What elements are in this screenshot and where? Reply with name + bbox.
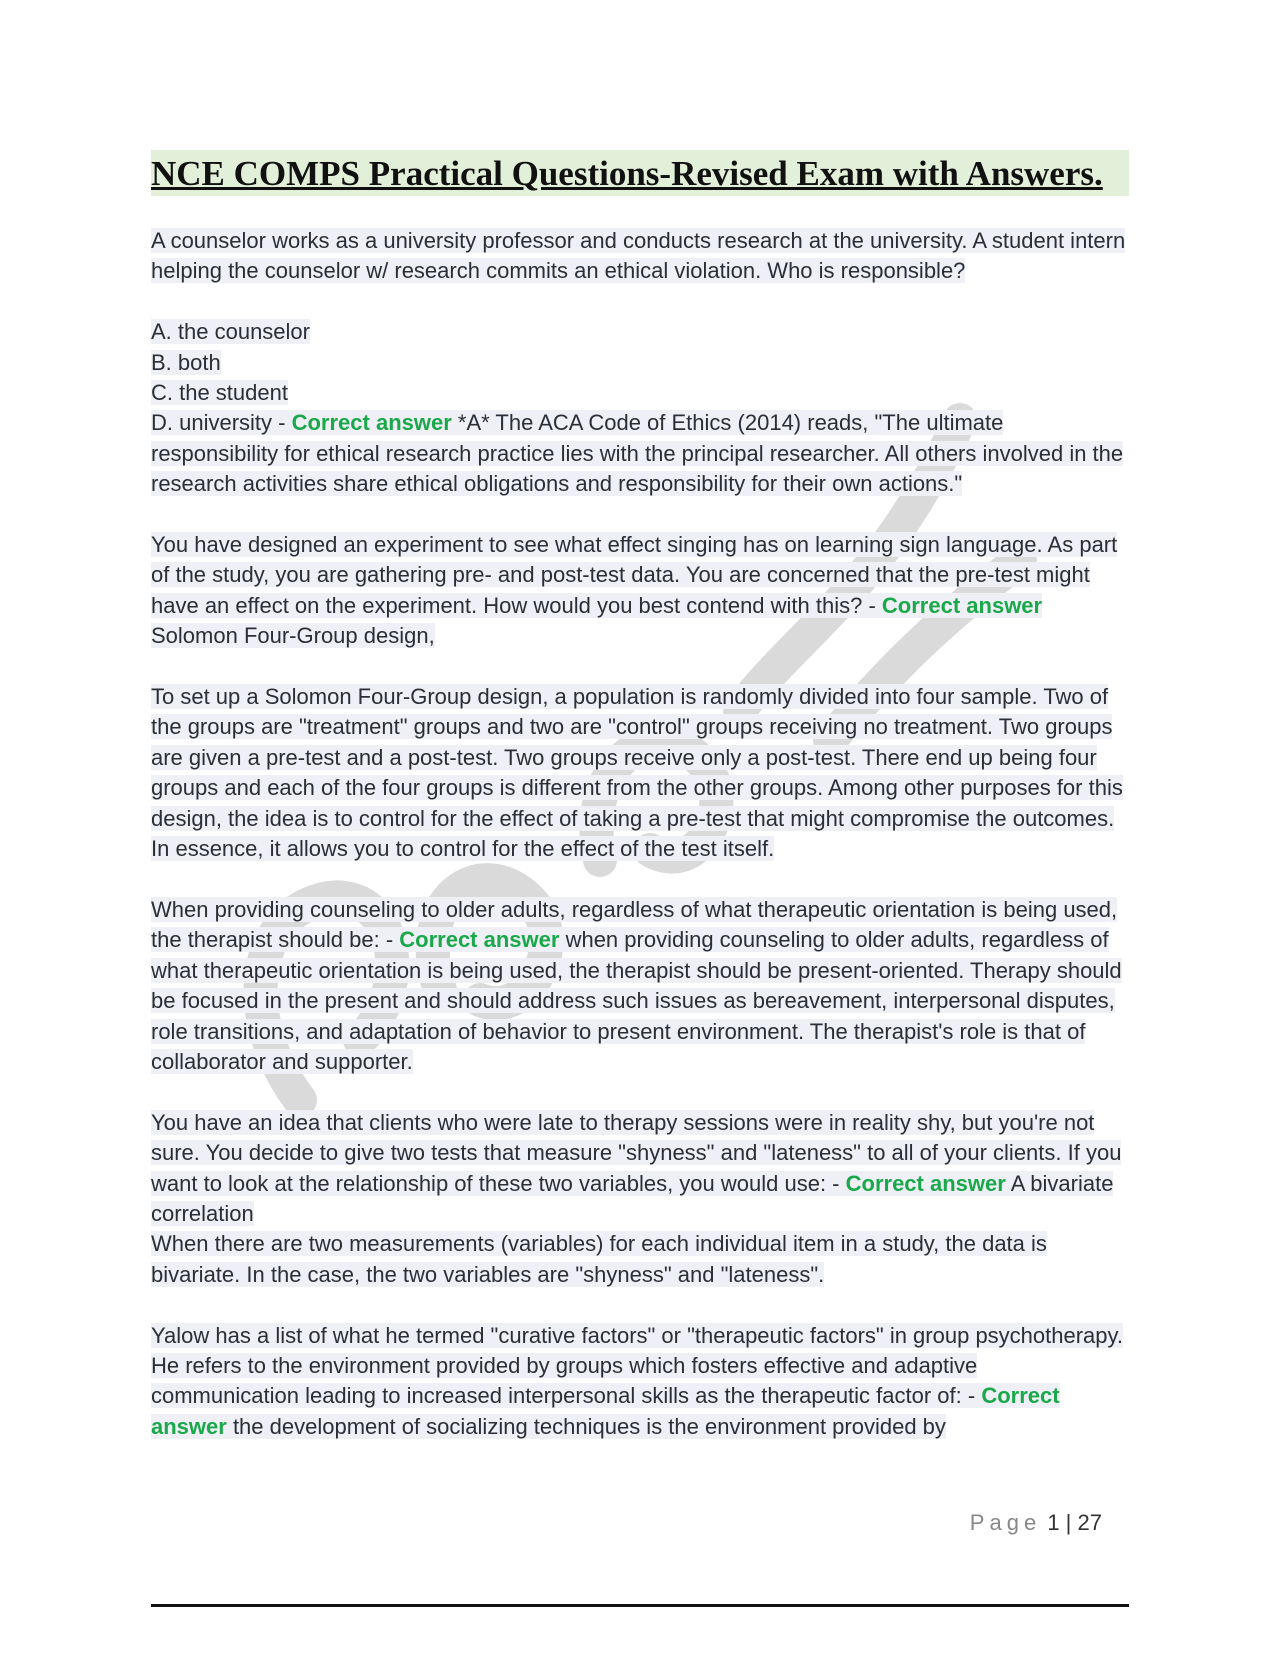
option-c: C. the student — [151, 380, 288, 406]
document-body — [151, 226, 1129, 1442]
document-page — [151, 150, 1129, 1473]
option-b: B. both — [151, 349, 221, 375]
option-d-answer: D. university - Correct answer *A* The ACA Code of Ethics (2014) reads, "The ultimate responsibility for ethical research practice lies with the principal researcher. All others involved in the research activities share ethical obligations and responsibility for their own actions." — [151, 410, 1124, 497]
question-2-explanation: To set up a Solomon Four-Group design, a population is randomly divided into four sample. Two of the groups are "treatment" groups and two are "control" groups receiving no treatment. Two groups are given a pre-test and a post-test. Two groups receive only a post-test. There end up being four groups and each of the four groups is different from the other groups. Among other purposes for this design, the idea is to control for the effect of taking a pre-test that might compromise the outcomes. In essence, it allows you to control for the effect of the test itself. — [151, 684, 1123, 862]
footer-rule — [151, 1604, 1129, 1607]
question-4-explanation: When there are two measurements (variables) for each individual item in a study, the data is bivariate. In the case, the two variables are "shyness" and "lateness". — [151, 1231, 1047, 1287]
question-3: When providing counseling to older adults, regardless of what therapeutic orientation is being used, the therapist should be: - Correct answer when providing counseling to older adults, regardless of what therapeutic orientation is being used, the therapist should be present-oriented. Therapy should be focused in the present and should address such issues as bereavement, interpersonal disputes, role transitions, and adaptation of behavior to present environment. The therapist's role is that of collaborator and supporter. — [151, 896, 1122, 1074]
question-1-stem: A counselor works as a university professor and conducts research at the university. A student intern helping the counselor w/ research commits an ethical violation. Who is responsible? — [151, 228, 1126, 284]
question-5: Yalow has a list of what he termed "curative factors" or "therapeutic factors" in group psychotherapy. He refers to the environment provided by groups which fosters effective and adaptive communication leading to increased interpersonal skills as the therapeutic factor of: - Correct answer the development of socializing techniques is the environment provided by — [151, 1322, 1124, 1439]
correct-answer-label: Correct answer — [881, 592, 1043, 618]
document-title: NCE COMPS Practical Questions-Revised Exam with Answers. — [151, 150, 1129, 196]
correct-answer-label: Correct answer — [399, 927, 560, 953]
question-1-options — [151, 317, 1129, 499]
question-4: You have an idea that clients who were late to therapy sessions were in reality shy, but you're not sure. You decide to give two tests that measure "shyness" and "lateness" to all of your clients. If you want to look at the relationship of these two variables, you would use: - Correct answer A bivariate correlation — [151, 1109, 1122, 1226]
correct-answer-label: Correct answer — [151, 1383, 1060, 1439]
page-number: Page 1 | 27 — [969, 1510, 1102, 1535]
correct-answer-label: Correct answer — [845, 1170, 1006, 1196]
correct-answer-label: Correct answer — [291, 410, 452, 436]
question-2: You have designed an experiment to see what effect singing has on learning sign language. As part of the study, you are gathering pre- and post-test data. You are concerned that the pre-test might have an effect on the experiment. How would you best contend with this? - Correct answer Solomon Four-Group design, — [151, 532, 1118, 649]
option-a: A. the counselor — [151, 319, 310, 345]
